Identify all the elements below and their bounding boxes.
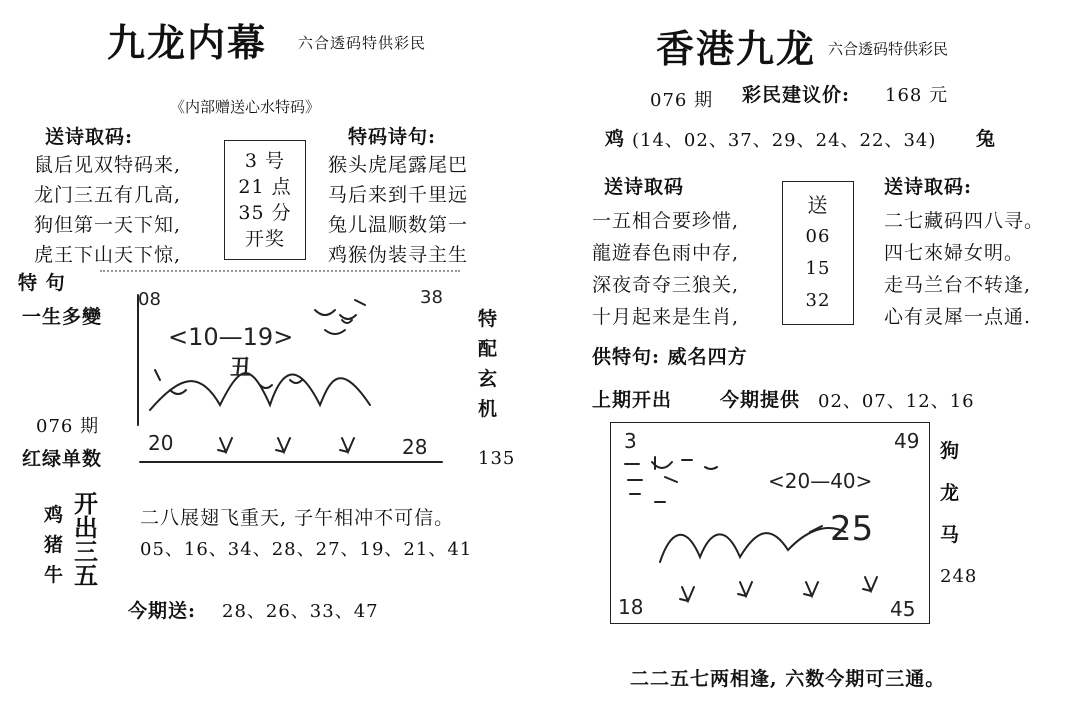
sketch-scribble bbox=[315, 300, 365, 334]
right-poem-label-left: 送诗取码 bbox=[604, 176, 685, 198]
left-special-sentence-label: 特 句 bbox=[18, 272, 66, 294]
poem-line: 走马兰台不转逢, bbox=[884, 274, 1032, 296]
right-sketch bbox=[610, 422, 930, 622]
sketch-char: 丑 bbox=[230, 356, 253, 381]
left-open-col bbox=[74, 489, 98, 590]
special-line: 猴头虎尾露尾巴 bbox=[328, 154, 469, 176]
right-poem-left bbox=[592, 205, 739, 333]
send-box-line: 15 bbox=[805, 258, 831, 279]
right-title: 香港九龙 bbox=[656, 26, 817, 71]
open-char: 出 bbox=[74, 513, 98, 542]
left-poem-lines bbox=[34, 150, 181, 270]
arrow-mark bbox=[276, 438, 290, 452]
arrow-mark bbox=[738, 582, 752, 596]
left-red-green-value: 135 bbox=[478, 448, 516, 469]
poem-line: 虎王下山天下惊, bbox=[34, 244, 182, 266]
zodiac-char: 牛 bbox=[44, 564, 65, 586]
right-send-box bbox=[782, 181, 854, 325]
draw-box-line: 21 点 bbox=[238, 176, 292, 198]
sketch-stroke bbox=[342, 320, 352, 323]
sketch-stroke bbox=[630, 494, 665, 502]
left-red-green-label: 红绿单数 bbox=[22, 448, 103, 470]
sketch-corner-tr: 49 bbox=[894, 429, 920, 453]
draw-box-line: 3 号 bbox=[244, 150, 286, 172]
side-char: 机 bbox=[478, 398, 499, 420]
arrow-mark bbox=[680, 587, 694, 601]
side-char: 配 bbox=[478, 338, 499, 360]
sketch-mark: 25 bbox=[830, 509, 874, 549]
right-provide-numbers: 02、07、12、16 bbox=[818, 391, 975, 412]
poem-line: 龍遊春色雨中存, bbox=[592, 242, 740, 264]
left-today-label: 今期送: bbox=[128, 600, 197, 622]
left-draw-box bbox=[224, 140, 306, 260]
sketch-stroke bbox=[260, 385, 272, 388]
left-special-sentence: 一生多變 bbox=[22, 306, 103, 328]
right-last-label: 上期开出 bbox=[592, 389, 673, 411]
right-poem-right bbox=[884, 205, 1044, 333]
left-today-numbers: 28、26、33、47 bbox=[222, 601, 379, 622]
left-gift-title: 《内部赠送心水特码》 bbox=[170, 98, 321, 116]
send-box-line: 32 bbox=[805, 290, 831, 311]
left-special-lines bbox=[328, 150, 468, 270]
right-rooster-numbers: (14、02、37、29、24、22、34) bbox=[632, 130, 937, 151]
poem-line: 深夜奇夺三狼关, bbox=[592, 274, 740, 296]
open-char: 开 bbox=[74, 489, 98, 518]
sketch-scribble bbox=[625, 457, 717, 482]
poem-line: 二七藏码四八寻。 bbox=[884, 210, 1045, 232]
poem-line: 心有灵犀一点通. bbox=[884, 306, 1032, 328]
arrow-mark bbox=[804, 582, 818, 596]
side-char: 特 bbox=[478, 308, 499, 330]
sketch-num-top-left: 08 bbox=[138, 289, 161, 310]
side-animal: 马 bbox=[940, 524, 961, 546]
left-numbers: 05、16、34、28、27、19、21、41 bbox=[140, 539, 473, 560]
sketch-corner-tl: 3 bbox=[624, 429, 637, 453]
special-line: 马后来到千里远 bbox=[328, 184, 469, 206]
arrow-mark bbox=[218, 438, 232, 452]
right-poem-label-right: 送诗取码: bbox=[884, 176, 973, 198]
sketch-stroke bbox=[170, 390, 186, 394]
draw-box-line: 35 分 bbox=[238, 202, 292, 224]
sketch-corner-bl: 18 bbox=[618, 595, 644, 619]
draw-box-line: 开奖 bbox=[244, 228, 285, 250]
right-side-animals bbox=[940, 430, 960, 556]
open-char: 五 bbox=[74, 561, 98, 590]
sketch-corner-br: 45 bbox=[890, 597, 916, 621]
right-rooster-label: 鸡 bbox=[605, 128, 626, 150]
left-poem-label: 送诗取码: bbox=[45, 126, 134, 148]
sketch-bottom-num: 20 bbox=[148, 431, 174, 455]
right-rabbit-label: 兔 bbox=[976, 128, 997, 150]
side-animal: 龙 bbox=[940, 482, 961, 504]
poem-line: 狗但第一天下知, bbox=[34, 214, 182, 236]
poem-line: 四七來婦女明。 bbox=[884, 242, 1025, 264]
left-issue: 076 期 bbox=[36, 416, 100, 437]
left-zodiac-col bbox=[44, 500, 64, 590]
left-title: 九龙内幕 bbox=[107, 20, 268, 65]
sketch-range: <20—40> bbox=[768, 469, 873, 493]
left-subtitle: 六合透码特供彩民 bbox=[298, 34, 427, 52]
right-price-label: 彩民建议价: bbox=[742, 84, 851, 106]
sketch-stroke bbox=[290, 380, 302, 383]
left-side-vertical bbox=[478, 304, 498, 424]
poem-line: 龙门三五有几高, bbox=[34, 184, 182, 206]
right-price: 168 元 bbox=[885, 85, 949, 106]
poem-line: 鼠后见双特码来, bbox=[34, 154, 182, 176]
sketch-range: <10—19> bbox=[168, 323, 294, 351]
sketch-bottom-num: 28 bbox=[402, 435, 428, 459]
open-char: 三 bbox=[74, 537, 98, 566]
special-line: 兔儿温顺数第一 bbox=[328, 214, 469, 236]
right-footer: 二二五七两相逢, 六数今期可三通。 bbox=[630, 668, 946, 690]
right-provide-label: 今期提供 bbox=[720, 389, 801, 411]
sketch-waves bbox=[660, 528, 845, 562]
left-number-sketch bbox=[130, 420, 460, 470]
poem-line: 一五相合要珍惜, bbox=[592, 210, 740, 232]
side-char: 玄 bbox=[478, 368, 499, 390]
right-issue: 076 期 bbox=[650, 90, 714, 111]
special-line: 鸡猴伪装寻主生 bbox=[328, 244, 469, 266]
arrow-mark bbox=[340, 438, 354, 452]
arrow-mark bbox=[863, 577, 877, 591]
right-subtitle: 六合透码特供彩民 bbox=[828, 40, 949, 58]
sketch-stroke bbox=[155, 370, 160, 380]
poem-line: 十月起来是生肖, bbox=[592, 306, 740, 328]
left-verse: 二八展翅飞重天, 子午相冲不可信。 bbox=[140, 507, 455, 529]
left-special-label: 特码诗句: bbox=[348, 126, 437, 148]
right-special-sentence: 供特句: 威名四方 bbox=[592, 346, 748, 368]
right-side-number: 248 bbox=[940, 566, 978, 587]
zodiac-char: 鸡 bbox=[44, 504, 65, 526]
send-box-line: 送 bbox=[807, 193, 829, 217]
send-box-line: 06 bbox=[805, 226, 831, 247]
side-animal: 狗 bbox=[940, 440, 961, 462]
sketch-num-top-right: 38 bbox=[420, 287, 443, 308]
smudged-line bbox=[100, 270, 460, 272]
zodiac-char: 猪 bbox=[44, 534, 65, 556]
